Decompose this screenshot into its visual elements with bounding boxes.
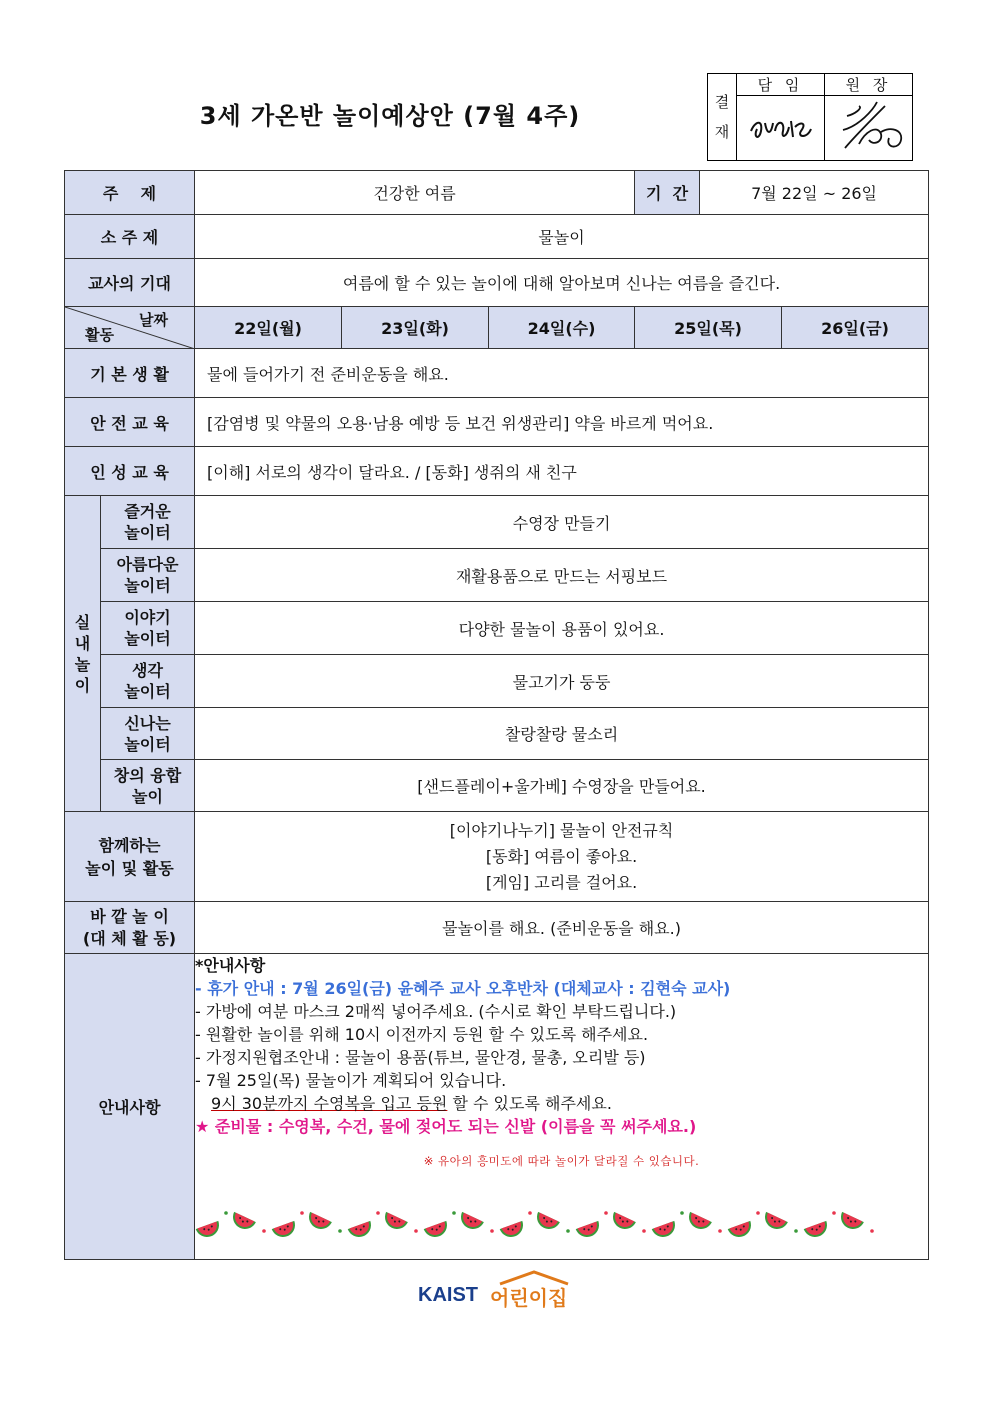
indoor-char-2: 내	[74, 633, 91, 653]
notice-line: - 가방에 여분 마스크 2매씩 넣어주세요. (수시로 확인 부탁드립니다.)	[195, 1002, 677, 1021]
day-thu: 25일(목)	[635, 307, 782, 349]
indoor-row-value: 찰랑찰랑 물소리	[195, 708, 929, 760]
expectation-label: 교사의 기대	[65, 259, 195, 307]
watermelon-icon	[457, 1212, 484, 1233]
watermelon-icon	[728, 1221, 755, 1240]
approval-teacher-header: 담 임	[737, 74, 825, 96]
period-label: 기 간	[635, 171, 700, 215]
confetti-dot	[490, 1229, 494, 1233]
watermelon-icon	[804, 1221, 831, 1240]
watermelon-icon	[381, 1212, 408, 1233]
footnote: ※ 유아의 흥미도에 따라 놀이가 달라질 수 있습니다.	[423, 1154, 700, 1168]
basic-life-label: 기 본 생 활	[65, 349, 195, 398]
watermelon-icon	[609, 1212, 636, 1233]
date-label: 날짜	[139, 311, 169, 329]
theme-value: 건강한 여름	[195, 171, 635, 215]
confetti-dot	[642, 1229, 646, 1233]
indoor-row-label: 즐거운 놀이터	[101, 496, 195, 549]
confetti-dot	[376, 1211, 380, 1215]
confetti-dot	[832, 1211, 836, 1215]
date-activity-header	[65, 307, 195, 349]
watermelon-icon	[305, 1212, 332, 1233]
notice-line: - 원활한 놀이를 위해 10시 이전까지 등원 할 수 있도록 해주세요.	[195, 1025, 649, 1044]
basic-life-value: 물에 들어가기 전 준비운동을 해요.	[195, 349, 929, 398]
confetti-dot	[414, 1229, 418, 1233]
preparation-notice: ★ 준비물 : 수영복, 수건, 물에 젖어도 되는 신발 (이름을 꼭 써주세요.)	[195, 1117, 697, 1136]
kaist-daycare-logo	[418, 1270, 578, 1310]
subtheme-value: 물놀이	[195, 215, 929, 259]
confetti-dot	[756, 1211, 760, 1215]
confetti-dot	[680, 1211, 684, 1215]
character-value: [이해] 서로의 생각이 달라요. / [동화] 생쥐의 새 친구	[195, 447, 929, 496]
watermelon-icon	[348, 1221, 375, 1240]
director-signature	[825, 96, 913, 161]
logo-kaist: KAIST	[418, 1284, 478, 1306]
approval-box	[707, 73, 913, 161]
expectation-value: 여름에 할 수 있는 놀이에 대해 알아보며 신나는 여름을 즐긴다.	[195, 259, 929, 307]
watermelon-icon	[533, 1212, 560, 1233]
confetti-dot	[870, 1229, 874, 1233]
confetti-dot	[300, 1211, 304, 1215]
confetti-dot	[224, 1211, 228, 1215]
together-line: [게임] 고리를 걸어요.	[485, 872, 638, 892]
together-line: [동화] 여름이 좋아요.	[485, 846, 638, 866]
notice-line: 9시 30분까지 수영복을 입고 등원 할 수 있도록 해주세요.	[211, 1094, 612, 1113]
watermelon-icon	[576, 1221, 603, 1240]
day-fri: 26일(금)	[782, 307, 929, 349]
confetti-dot	[262, 1229, 266, 1233]
notice-label: 안내사항	[65, 954, 195, 1260]
indoor-row-value: 다양한 물놀이 용품이 있어요.	[195, 602, 929, 655]
indoor-row-value: 수영장 만들기	[195, 496, 929, 549]
notice-line: - 가정지원협조안내 : 물놀이 용품(튜브, 물안경, 물총, 오리발 등)	[195, 1048, 646, 1067]
watermelon-icon	[272, 1221, 299, 1240]
confetti-dot	[794, 1229, 798, 1233]
confetti-dot	[718, 1229, 722, 1233]
period-value: 7월 22일 ~ 26일	[700, 171, 929, 215]
indoor-row-label: 아름다운 놀이터	[101, 549, 195, 602]
confetti-dot	[604, 1211, 608, 1215]
weekly-plan-table	[64, 170, 929, 1260]
watermelon-icon	[652, 1221, 679, 1240]
approval-side-label	[708, 74, 737, 161]
confetti-dot	[452, 1211, 456, 1215]
indoor-row-label: 신나는 놀이터	[101, 708, 195, 760]
teacher-signature	[737, 96, 825, 161]
indoor-char-1: 실	[74, 612, 91, 632]
notice-heading: *안내사항	[195, 956, 266, 975]
safety-value: [감염병 및 약물의 오용·남용 예방 등 보건 위생관리] 약을 바르게 먹어요.	[195, 398, 929, 447]
outdoor-label: 바 깥 놀 이 (대 체 활 동)	[65, 902, 195, 954]
indoor-row-value: [샌드플레이+울가베] 수영장을 만들어요.	[195, 760, 929, 812]
watermelon-icon	[685, 1212, 712, 1233]
safety-label: 안 전 교 육	[65, 398, 195, 447]
confetti-dot	[338, 1229, 342, 1233]
watermelon-icon	[837, 1212, 864, 1233]
indoor-char-4: 이	[74, 675, 91, 695]
watermelon-icon	[761, 1212, 788, 1233]
indoor-play-label	[65, 496, 101, 812]
notice-line: - 7월 25일(목) 물놀이가 계획되어 있습니다.	[195, 1071, 507, 1090]
indoor-row-value: 재활용품으로 만드는 서핑보드	[195, 549, 929, 602]
watermelon-decoration	[195, 1195, 928, 1245]
together-value	[195, 812, 929, 902]
day-mon: 22일(월)	[195, 307, 342, 349]
indoor-row-label: 생각 놀이터	[101, 655, 195, 708]
indoor-row-label: 창의 융합 놀이	[101, 760, 195, 812]
watermelon-icon	[229, 1212, 256, 1233]
notice-content	[195, 954, 929, 1260]
outdoor-value: 물놀이를 해요. (준비운동을 해요.)	[195, 902, 929, 954]
indoor-char-3: 놀	[74, 654, 91, 674]
approval-side-top: 결	[714, 93, 730, 111]
watermelon-icon	[196, 1221, 223, 1240]
vacation-notice: - 휴가 안내 : 7월 26일(금) 윤혜주 교사 오후반차 (대체교사 : 김현숙 교사)	[195, 979, 731, 998]
activity-label: 활동	[85, 326, 114, 344]
confetti-dot	[566, 1229, 570, 1233]
logo-daycare: 어린이집	[490, 1286, 568, 1310]
subtheme-label: 소 주 제	[65, 215, 195, 259]
indoor-row-label: 이야기 놀이터	[101, 602, 195, 655]
confetti-dot	[528, 1211, 532, 1215]
day-wed: 24일(수)	[489, 307, 635, 349]
together-line: [이야기나누기] 물놀이 안전규칙	[449, 820, 674, 840]
character-label: 인 성 교 육	[65, 447, 195, 496]
approval-director-header: 원 장	[825, 74, 913, 96]
approval-side-bottom: 재	[714, 123, 730, 141]
watermelon-icon	[424, 1221, 451, 1240]
page-title: 3세 가온반 놀이예상안 (7월 4주)	[199, 102, 581, 130]
indoor-row-value: 물고기가 둥둥	[195, 655, 929, 708]
day-tue: 23일(화)	[342, 307, 489, 349]
watermelon-icon	[500, 1221, 527, 1240]
theme-label: 주 제	[65, 171, 195, 215]
together-label: 함께하는 놀이 및 활동	[65, 812, 195, 902]
